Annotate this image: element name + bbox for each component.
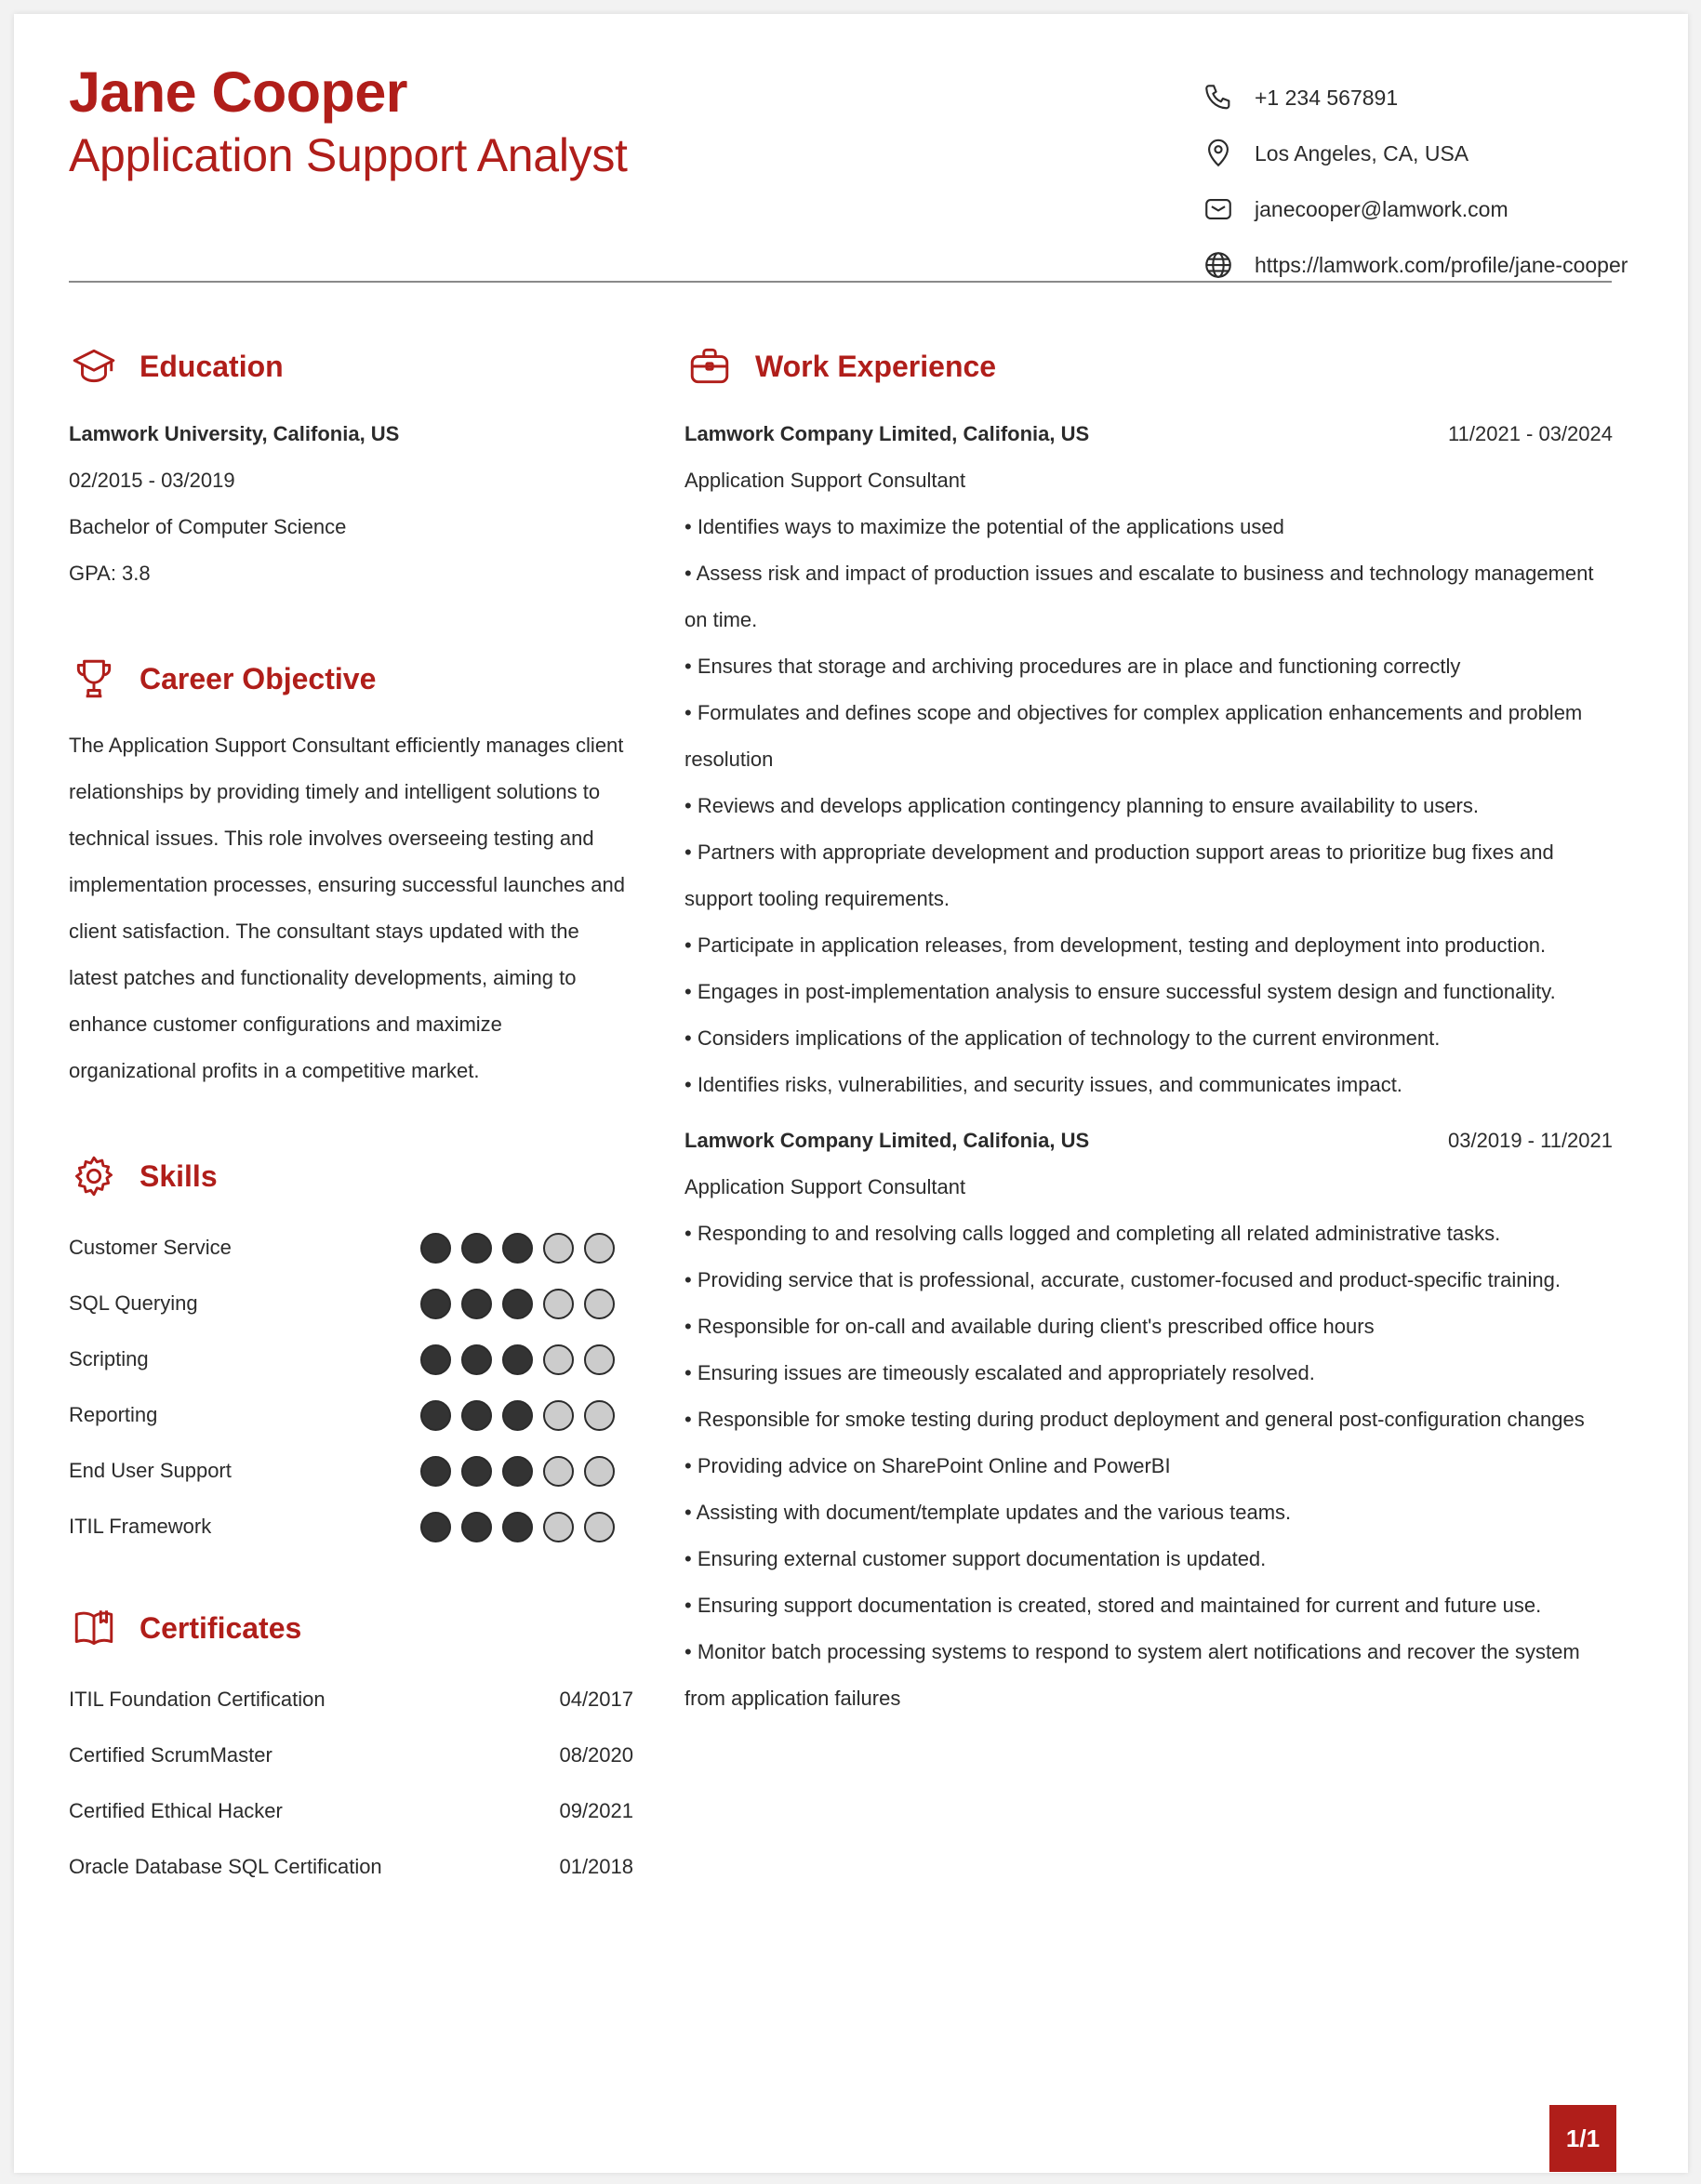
rating-dot-filled <box>502 1289 533 1319</box>
certificate-row <box>69 1727 633 1783</box>
rating-dot-filled <box>461 1344 492 1375</box>
job-bullet: • Responsible for smoke testing during product deployment and general post-configuration changes <box>684 1408 1585 1431</box>
work-heading <box>684 341 996 391</box>
job-role: Application Support Consultant <box>684 1175 966 1198</box>
contact-location <box>1201 126 1628 181</box>
rating-dot-empty <box>584 1233 615 1264</box>
job-header <box>684 1118 1613 1164</box>
skill-name: Customer Service <box>69 1236 232 1259</box>
briefcase-icon <box>684 341 735 391</box>
contact-location-text: Los Angeles, CA, USA <box>1255 140 1469 165</box>
certificate-date: 01/2018 <box>559 1855 633 1878</box>
certificate-date: 09/2021 <box>559 1799 633 1822</box>
objective-heading <box>69 654 376 704</box>
rating-dot-empty <box>543 1233 574 1264</box>
contact-website <box>1201 237 1628 293</box>
work-heading-label: Work Experience <box>755 349 997 383</box>
rating-dot-filled <box>502 1233 533 1264</box>
skill-rating <box>420 1512 625 1542</box>
skill-row <box>69 1331 627 1387</box>
resume-page <box>14 14 1688 2173</box>
location-icon <box>1201 136 1236 171</box>
skill-rating <box>420 1456 625 1487</box>
certificate-row <box>69 1672 633 1727</box>
skill-name: ITIL Framework <box>69 1515 212 1538</box>
job-bullet: • Responding to and resolving calls logged and completing all related administrative tasks. <box>684 1222 1501 1245</box>
skill-row <box>69 1387 627 1443</box>
education-dates: 02/2015 - 03/2019 <box>69 469 235 492</box>
contact-website-text: https://lamwork.com/profile/jane-cooper <box>1255 252 1628 277</box>
job-bullet: • Formulates and defines scope and objectives for complex application enhancements and problem resolution <box>684 701 1583 771</box>
job-bullet: • Providing advice on SharePoint Online and PowerBI <box>684 1454 1171 1477</box>
gear-icon <box>69 1151 119 1201</box>
job-details <box>684 1164 1613 1722</box>
rating-dot-filled <box>420 1289 451 1319</box>
skill-row <box>69 1499 627 1555</box>
skill-rating <box>420 1233 625 1264</box>
certificate-row <box>69 1839 633 1895</box>
rating-dot-empty <box>584 1512 615 1542</box>
rating-dot-filled <box>420 1344 451 1375</box>
rating-dot-empty <box>584 1400 615 1431</box>
skill-rating <box>420 1289 625 1319</box>
job-dates: 11/2021 - 03/2024 <box>1448 422 1613 445</box>
job-company: Lamwork Company Limited, Califonia, US <box>684 1129 1090 1152</box>
rating-dot-filled <box>420 1456 451 1487</box>
education-heading-label: Education <box>140 349 284 383</box>
rating-dot-filled <box>502 1456 533 1487</box>
rating-dot-empty <box>584 1456 615 1487</box>
page-indicator[interactable]: 1/1 <box>1549 2105 1616 2172</box>
certificate-row <box>69 1783 633 1839</box>
job-bullet: • Partners with appropriate development and production support areas to prioritize bug fixes and support tooling requirements. <box>684 841 1554 910</box>
job-bullet: • Ensuring issues are timeously escalated and appropriately resolved. <box>684 1361 1315 1384</box>
rating-dot-filled <box>461 1289 492 1319</box>
contact-list <box>1201 70 1628 293</box>
job-bullet: • Ensures that storage and archiving procedures are in place and functioning correctly <box>684 655 1461 678</box>
objective-heading-label: Career Objective <box>140 661 377 695</box>
job-bullet: • Engages in post-implementation analysis to ensure successful system design and functionality. <box>684 980 1556 1003</box>
rating-dot-filled <box>420 1233 451 1264</box>
job-bullet: • Ensuring external customer support documentation is updated. <box>684 1547 1267 1570</box>
rating-dot-filled <box>420 1512 451 1542</box>
rating-dot-filled <box>461 1512 492 1542</box>
rating-dot-empty <box>584 1344 615 1375</box>
candidate-title: Application Support Analyst <box>69 129 628 181</box>
header-divider <box>69 281 1612 283</box>
book-icon <box>69 1603 119 1653</box>
certificate-date: 04/2017 <box>559 1688 633 1711</box>
job-role: Application Support Consultant <box>684 469 966 492</box>
contact-email <box>1201 181 1628 237</box>
certificates-heading-label: Certificates <box>140 1610 302 1645</box>
rating-dot-filled <box>461 1400 492 1431</box>
contact-phone <box>1201 70 1628 126</box>
job-bullet: • Providing service that is professional, accurate, customer-focused and product-specific training. <box>684 1268 1561 1291</box>
skill-name: End User Support <box>69 1459 232 1482</box>
job-dates: 03/2019 - 11/2021 <box>1448 1129 1613 1152</box>
job-bullet: • Reviews and develops application contingency planning to ensure availability to users. <box>684 794 1479 817</box>
certificate-name: Certified ScrumMaster <box>69 1743 272 1767</box>
rating-dot-filled <box>502 1512 533 1542</box>
job-details <box>684 457 1613 1108</box>
education-degree: Bachelor of Computer Science <box>69 515 347 538</box>
skill-name: Reporting <box>69 1403 158 1426</box>
job-bullet: • Identifies ways to maximize the potential of the applications used <box>684 515 1284 538</box>
rating-dot-empty <box>543 1289 574 1319</box>
rating-dot-empty <box>584 1289 615 1319</box>
skills-heading-label: Skills <box>140 1158 218 1193</box>
trophy-icon <box>69 654 119 704</box>
contact-email-text: janecooper@lamwork.com <box>1255 196 1508 221</box>
education-school: Lamwork University, Califonia, US <box>69 422 400 445</box>
skill-name: Scripting <box>69 1347 149 1370</box>
certificate-date: 08/2020 <box>559 1743 633 1767</box>
skill-row <box>69 1220 627 1276</box>
candidate-name: Jane Cooper <box>69 60 407 124</box>
mail-icon <box>1201 192 1236 227</box>
job-bullet: • Responsible for on-call and available during client's prescribed office hours <box>684 1315 1375 1338</box>
graduation-cap-icon <box>69 341 119 391</box>
rating-dot-filled <box>461 1233 492 1264</box>
rating-dot-filled <box>461 1456 492 1487</box>
skill-rating <box>420 1344 625 1375</box>
rating-dot-filled <box>502 1344 533 1375</box>
job-bullet: • Participate in application releases, from development, testing and deployment into production. <box>684 933 1547 957</box>
skill-row <box>69 1276 627 1331</box>
phone-icon <box>1201 80 1236 115</box>
rating-dot-empty <box>543 1344 574 1375</box>
certificate-name: Oracle Database SQL Certification <box>69 1855 382 1878</box>
job-bullet: • Monitor batch processing systems to respond to system alert notifications and recover the system from application failures <box>684 1640 1580 1710</box>
job-company: Lamwork Company Limited, Califonia, US <box>684 422 1090 445</box>
rating-dot-filled <box>502 1400 533 1431</box>
job-bullet: • Assess risk and impact of production issues and escalate to business and technology management on time. <box>684 562 1594 631</box>
education-heading <box>69 341 284 391</box>
rating-dot-empty <box>543 1456 574 1487</box>
rating-dot-filled <box>420 1400 451 1431</box>
education-gpa: GPA: 3.8 <box>69 562 151 585</box>
contact-phone-text: +1 234 567891 <box>1255 85 1399 110</box>
job-bullet: • Identifies risks, vulnerabilities, and security issues, and communicates impact. <box>684 1073 1402 1096</box>
certificate-name: ITIL Foundation Certification <box>69 1688 326 1711</box>
certificate-name: Certified Ethical Hacker <box>69 1799 283 1822</box>
job-bullet: • Considers implications of the application of technology to the current environment. <box>684 1026 1441 1050</box>
job-bullet: • Ensuring support documentation is created, stored and maintained for current and future use. <box>684 1594 1542 1617</box>
rating-dot-empty <box>543 1512 574 1542</box>
objective-text: The Application Support Consultant efficiently manages client relationships by providing timely and intelligent solutions to technical issues. This role involves overseeing testing and implementation processes, ensuring successful launches and client satisfaction. The consultant stays updated with the latest patches and functionality developments, aiming to enhance customer configurations and maximize organizational profits in a competitive market. <box>69 734 625 1082</box>
skill-name: SQL Querying <box>69 1291 198 1315</box>
skill-rating <box>420 1400 625 1431</box>
job-bullet: • Assisting with document/template updates and the various teams. <box>684 1501 1292 1524</box>
globe-icon <box>1201 247 1236 283</box>
job-header <box>684 411 1613 457</box>
skills-heading <box>69 1151 218 1201</box>
skill-row <box>69 1443 627 1499</box>
certificates-heading <box>69 1603 301 1653</box>
rating-dot-empty <box>543 1400 574 1431</box>
